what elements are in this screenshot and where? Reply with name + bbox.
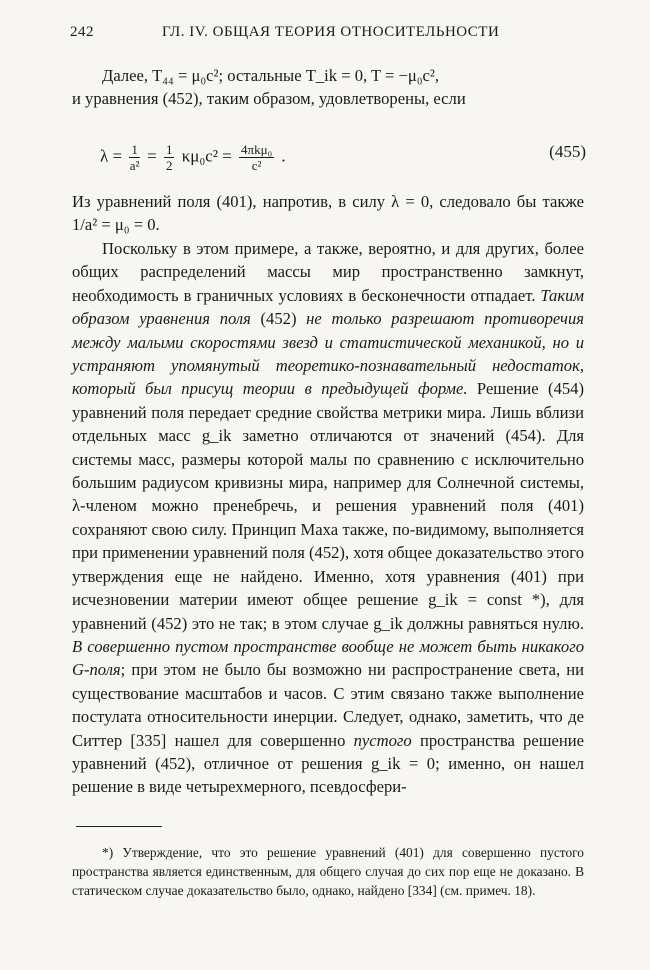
fraction-3-numerator: 4πkμ₀ [241, 142, 273, 157]
equation-equals: = [147, 146, 157, 166]
footnote: *) Утверждение, что это решение уравнений (401) для совершенно пустого пространства является единственным, для общего случая до сих пор еще не доказано. В статическом случае доказательство было, однако, найдено [334] (см. примеч. 18). [72, 845, 584, 898]
fraction-3-denominator: c² [251, 158, 262, 173]
equation-end: . [281, 146, 286, 166]
field-equations-text: Из уравнений поля (401), напротив, в силу λ = 0, следовало бы также 1/a² = μ₀ = 0. [72, 192, 584, 235]
page-number: 242 [70, 24, 94, 40]
equation-lhs: λ = [100, 146, 123, 166]
equation-number: (455) [549, 142, 586, 161]
main-italic-2: не только разрешают противоречия между малыми скоростями звезд и статистической механикой, но и устраняют упомянутый теоретико-познавательный недостаток, который был присущ теории в предыдущей форме. [72, 309, 584, 399]
chapter-title: ГЛ. IV. ОБЩАЯ ТЕОРИЯ ОТНОСИТЕЛЬНОСТИ [162, 24, 500, 40]
main-text-4: ; при этом не было бы возможно ни распространение света, ни существование масштабов и часов. С этим связано также выполнение постулата относительности инерции. Следует, однако, заметить, что де Ситтер [335] нашел для совершенно [72, 660, 584, 750]
main-italic-4: пустого [353, 730, 412, 750]
fraction-1-denominator: a² [129, 158, 140, 173]
fraction-2-denominator: 2 [165, 158, 173, 173]
paragraph-field-equations [72, 190, 584, 237]
main-paragraph [72, 237, 584, 799]
equation-body [100, 142, 286, 173]
intro-line-2: и уравнения (452), таким образом, удовлетворены, если [72, 89, 466, 109]
main-text-2: (452) [250, 309, 307, 329]
footnote-divider [76, 826, 162, 827]
equation-middle: κμ₀c² = [181, 146, 232, 166]
paragraph-intro [72, 64, 584, 111]
paragraph-main [72, 237, 584, 799]
fraction-1 [129, 142, 140, 173]
main-text-1: Поскольку в этом примере, а также, вероятно, и для других, более общих распределений массы мир пространственно замкнут, необходимость в граничных условиях в бесконечности отпадает. [72, 239, 584, 305]
fraction-1-numerator: 1 [131, 142, 138, 157]
main-text-3: Решение (454) уравнений поля передает средние свойства метрики мира. Лишь вблизи отдельных масс g_ik заметно отличаются от значений (454). Для системы масс, размеры которой малы по сравнению с исключительно большим радиусом кривизны мира, например для Солнечной системы, λ-членом можно пренебречь, и решения уравнений поля (401) сохраняют свою силу. Принцип Маха также, по-видимому, выполняется при применении уравнений поля (452), хотя общее доказательство этого утверждения еще не найдено. Именно, хотя уравнения (401) при исчезновении материи имеют общее решение g_ik = const *), для уравнений (452) это не так; в этом случае g_ik должны равняться нулю. [72, 379, 584, 633]
main-italic-1: Таким образом уравнения поля [72, 285, 584, 329]
fraction-3 [239, 142, 274, 173]
main-text-5: пространства решение уравнений (452), отличное от решения g_ik = 0; именно, он нашел решение в виде четырехмерного, псевдосфери- [72, 730, 584, 797]
fraction-2-numerator: 1 [165, 142, 173, 157]
equation-455 [100, 132, 586, 176]
fraction-2 [164, 142, 175, 173]
main-italic-3: В совершенно пустом пространстве вообще не может быть никакого G-поля [72, 636, 584, 680]
intro-line-1: Далее, T₄₄ = μ₀c²; остальные T_ik = 0, T = −μ₀c², [102, 66, 440, 85]
